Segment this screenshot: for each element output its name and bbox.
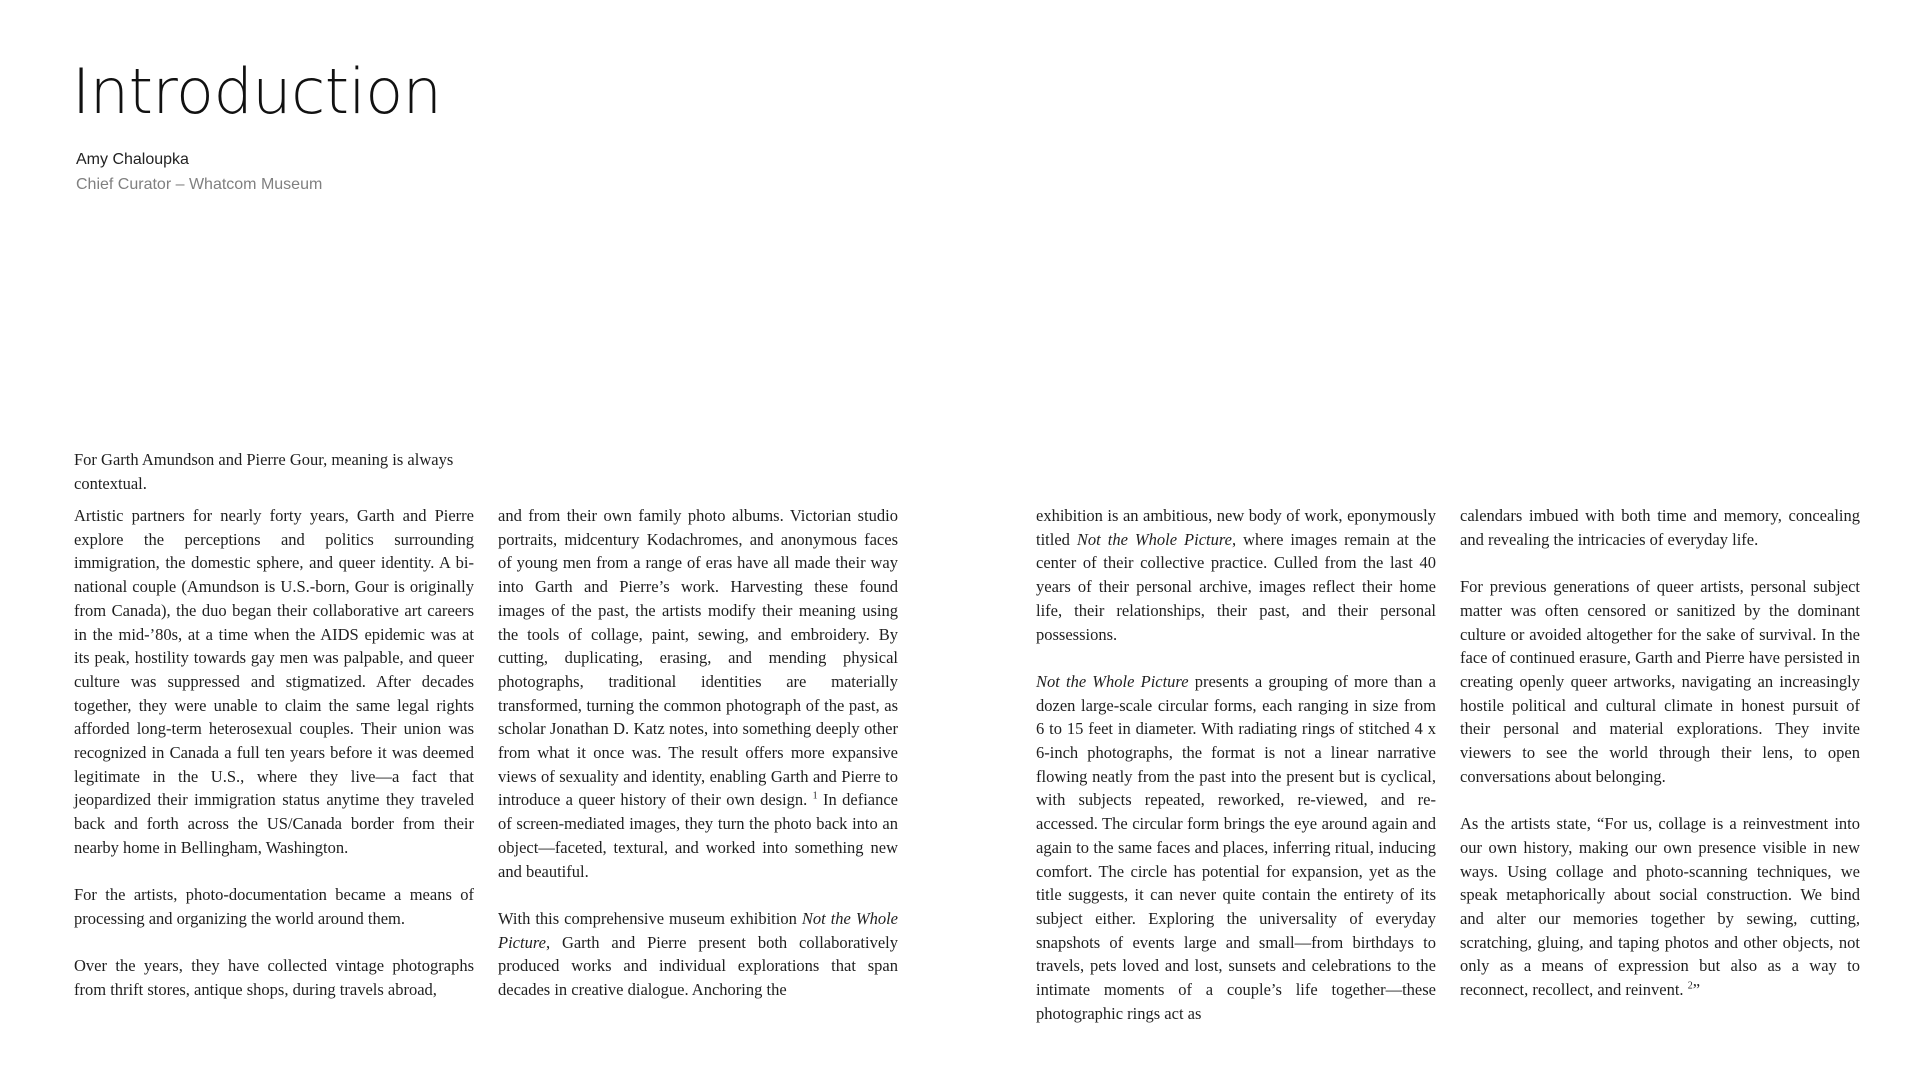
paragraph-text: exhibition is an ambitious, new body of work, eponymously titled (1036, 506, 1436, 549)
paragraph (1460, 812, 1860, 1002)
page-title: Introduction (72, 55, 442, 128)
author-role: Chief Curator – Whatcom Museum (76, 176, 323, 193)
paragraph-text: , Garth and Pierre present both collaboratively produced works and individual explorations that span decades in creative dialogue. Anchoring the (498, 932, 898, 1000)
paragraph-text: As the artists state, “For us, collage is a reinvestment into our own history, making our own presence visible in new ways. Using collage and photo-scanning techniques, we speak metaphorically about social construction. We bind and alter our memories together by sewing, cutting, scratching, gluing, and taping photos and other objects, not only as a means of expression but also as a way to reconnect, recollect, and reinvent. (1460, 814, 1860, 1000)
closing-quote: ” (1692, 980, 1701, 1000)
text-column-2 (498, 504, 898, 1002)
footnote-marker: 1 (812, 790, 818, 802)
paragraph: For the artists, photo-documentation became a means of processing and organizing the world around them. (74, 885, 474, 928)
exhibition-title: Not the Whole Picture (1036, 671, 1189, 691)
paragraph (498, 504, 898, 883)
paragraph: calendars imbued with both time and memory, concealing and revealing the intricacies of everyday life. (1460, 506, 1860, 549)
paragraph-text: presents a grouping of more than a dozen large-scale circular forms, each ranging in size from 6 to 15 feet in diameter. With radiating rings of stitched 4 x 6-inch photographs, the format is not a linear narrative flowing neatly from the past into the present but is cyclical, with subjects repeated, reworked, re-viewed, and re-accessed. The circular form brings the eye around again and again to the same faces and places, inferring ritual, inducing comfort. The circle has potential for expansion, yet as the title suggests, it can never quite contain the entirety of its subject either. Exploring the universality of everyday snapshots of events large and small—from birthdays to travels, pets loved and lost, sunsets and celebrations to the intimate moments of a couple’s life together—these photographic rings act as (1036, 671, 1436, 1023)
text-column-4 (1460, 504, 1860, 1002)
exhibition-title: Not the Whole Picture (498, 908, 899, 952)
footnote-marker: 2 (1687, 980, 1693, 992)
paragraph: Artistic partners for nearly forty years, Garth and Pierre explore the perceptions and politics surrounding immigration, the domestic sphere, and queer identity. A bi-national couple (Amundson is U.S.-born, Gour is originally from Canada), the duo began their collaborative art careers in the mid-’80s, at a time when the AIDS epidemic was at its peak, hostility towards gay men was palpable, and queer culture was suppressed and stigmatized. After decades together, they were unable to claim the same legal rights afforded long-term heterosexual couples. Their union was recognized in Canada a full ten years before it was deemed legitimate in the U.S., where they live—a fact that jeopardized their immigration status anytime they traveled back and forth across the US/Canada border from their nearby home in Bellingham, Washington. (74, 506, 474, 857)
paragraph (1036, 670, 1436, 1026)
paragraph: For previous generations of queer artists, personal subject matter was often censored or sanitized by the dominant culture or avoided altogether for the sake of survival. In the face of continued erasure, Garth and Pierre have persisted in creating openly queer artworks, navigating an increasingly hostile political and cultural climate in honest pursuit of their personal and material explorations. They invite viewers to see the world through their lens, to open conversations about belonging. (1460, 577, 1860, 786)
paragraph-text: , where images remain at the center of their collective practice. Culled from the last 40 years of their personal archive, images reflect their home life, their relationships, their past, and their personal possessions. (1036, 529, 1436, 644)
exhibition-title: Not the Whole Picture (1076, 529, 1232, 549)
paragraph: Over the years, they have collected vintage photographs from thrift stores, antique shops, during travels abroad, (74, 956, 474, 1000)
paragraph (1036, 504, 1436, 646)
paragraph-text: With this comprehensive museum exhibition (498, 908, 802, 928)
text-column-3 (1036, 504, 1436, 1025)
lead-paragraph: For Garth Amundson and Pierre Gour, meaning is always contextual. (74, 450, 454, 493)
paragraph-text: In defiance of screen-mediated images, they turn the photo back into an object—faceted, textural, and worked into something new and beautiful. (498, 790, 899, 881)
paragraph (498, 907, 898, 1002)
text-column-1 (74, 504, 474, 1002)
paragraph-text: and from their own family photo albums. Victorian studio portraits, midcentury Kodachromes, and anonymous faces of young men from a range of eras have all made their way into Garth and Pierre’s work. Harvesting these found images of the past, the artists modify their meaning using the tools of collage, paint, sewing, and embroidery. By cutting, duplicating, erasing, and mending physical photographs, traditional identities are materially transformed, turning the common photograph of the past, as scholar Jonathan D. Katz notes, into something deeply other from what it once was. The result offers more expansive views of sexuality and identity, enabling Garth and Pierre to introduce a queer history of their own design. (498, 506, 898, 810)
author-name: Amy Chaloupka (76, 151, 189, 168)
